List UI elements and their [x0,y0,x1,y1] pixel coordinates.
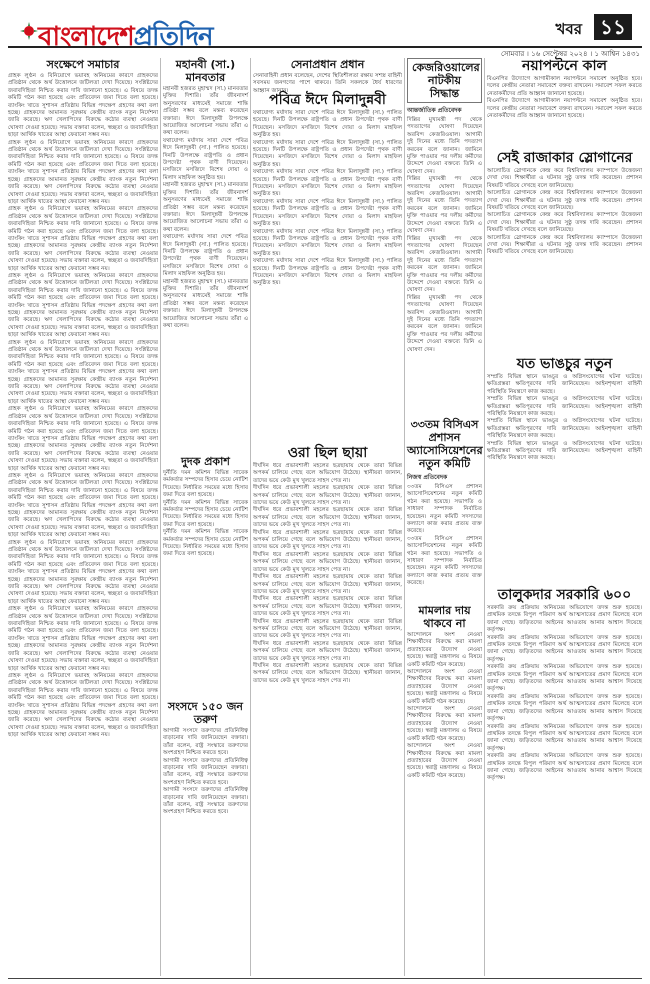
story-title: ৩৩তম বিসিএস প্রশাসন অ্যাসোসিয়েশনের নতুন কমিটি [407,418,483,470]
story-body: আন্দোলনে অংশ নেওয়া শিক্ষার্থীদের বিরুদ্ধে করা মামলা প্রত্যাহারের উদ্যোগ নেওয়া হয়েছে। স্বরাষ্ট্র মন্ত্রণালয় এ বিষয়ে একটি কমিটি গঠন করেছে। [407,743,482,779]
story-body: গ্রাহক লুণ্ঠন ও বিনিয়োগে ভয়াবহ অনিয়মের কারণে গ্রাহকদের প্রতিষ্ঠান থেকে অর্থ উত্তোলনে জটিলতা দেখা দিয়েছে। সংশ্লিষ্টদের জবাবদিহিতা নিশ্চিত করার দাবি জানানো হয়েছে। এ বিষয়ে তদন্ত কমিটি গঠন করা হয়েছে এবং প্রতিবেদন জমা দিতে বলা হয়েছে। ব্যাংকিং খাতে সুশাসন প্রতিষ্ঠায় বিভিন্ন পদক্ষেপ গ্রহণের কথা বলা হচ্ছে। গ্রাহকদের আমানত সুরক্ষায় কেন্দ্রীয় ব্যাংক নতুন নির্দেশনা জারি করেছে। ঋণ খেলাপিদের বিরুদ্ধে কঠোর ব্যবস্থা নেওয়ার ঘোষণা দেওয়া হয়েছে। সভায় বক্তারা বলেন, স্বচ্ছতা ও জবাবদিহিতা ছাড়া আর্থিক খাতের আস্থা ফেরানো সম্ভব নয়। [8,206,158,272]
story-body: আন্দোলনে অংশ নেওয়া শিক্ষার্থীদের বিরুদ্ধে করা মামলা প্রত্যাহারের উদ্যোগ নেওয়া হয়েছে। স্বরাষ্ট্র মন্ত্রণালয় এ বিষয়ে একটি কমিটি গঠন করেছে। [407,669,482,705]
story-rajakar[interactable] [487,150,642,350]
story-body: গ্রাহক লুণ্ঠন ও বিনিয়োগে ভয়াবহ অনিয়মের কারণে গ্রাহকদের প্রতিষ্ঠান থেকে অর্থ উত্তোলনে জটিলতা দেখা দিয়েছে। সংশ্লিষ্টদের জবাবদিহিতা নিশ্চিত করার দাবি জানানো হয়েছে। এ বিষয়ে তদন্ত কমিটি গঠন করা হয়েছে এবং প্রতিবেদন জমা দিতে বলা হয়েছে। ব্যাংকিং খাতে সুশাসন প্রতিষ্ঠায় বিভিন্ন পদক্ষেপ গ্রহণের কথা বলা হচ্ছে। গ্রাহকদের আমানত সুরক্ষায় কেন্দ্রীয় ব্যাংক নতুন নির্দেশনা জারি করেছে। ঋণ খেলাপিদের বিরুদ্ধে কঠোর ব্যবস্থা নেওয়ার ঘোষণা দেওয়া হয়েছে। সভায় বক্তারা বলেন, স্বচ্ছতা ও জবাবদিহিতা ছাড়া আর্থিক খাতের আস্থা ফেরানো সম্ভব নয়। [8,672,158,739]
column-divider [404,58,405,976]
story-body: ৩৩তম বিসিএস প্রশাসন অ্যাসোসিয়েশনের নতুন কমিটি গঠন করা হয়েছে। সভাপতি ও সাধারণ সম্পাদক নির্বাচিত হয়েছেন। নতুন কমিটি সদস্যদের কল্যাণে কাজ করার প্রত্যয় ব্যক্ত করেছে। [407,484,482,535]
story-body: আগামী সংসদে তরুণদের প্রতিনিধিত্ব বাড়ানোর দাবি জানিয়েছেন বক্তারা। তাঁরা বলেন, রাষ্ট্র সংস্কারে তরুণদের অংশগ্রহণ নিশ্চিত করতে হবে। [163,728,248,757]
story-title: নয়াপল্টনে কাল [522,58,607,74]
story-body: ৩৩তম বিসিএস প্রশাসন অ্যাসোসিয়েশনের নতুন কমিটি গঠন করা হয়েছে। সভাপতি ও সাধারণ সম্পাদক নির্বাচিত হয়েছেন। নতুন কমিটি সদস্যদের কল্যাণে কাজ করার প্রত্যয় ব্যক্ত করেছে। [407,535,482,587]
story-body: যথাযোগ্য মর্যাদায় সারা দেশে পবিত্র ঈদে মিলাদুন্নবী (সা.) পালিত হয়েছে। দিনটি উপলক্ষে রাষ্ট্রপতি ও প্রধান উপদেষ্টা পৃথক বাণী দিয়েছেন। মসজিদে মসজিদে বিশেষ দোয়া ও মিলাদ মাহফিল অনুষ্ঠিত হয়। [253,110,402,139]
story-body: দুর্নীতি দমন কমিশন বিভিন্ন সাবেক কর্মকর্তার সম্পদের হিসাব চেয়ে নোটিশ দিয়েছে। নির্ধারিত সময়ের মধ্যে হিসাব জমা দিতে বলা হয়েছে। [163,529,248,558]
story-title: সংসদে ১৫০ জন তরুণ [168,700,243,726]
story-body: আলোচিত স্লোগানকে কেন্দ্র করে বিশ্ববিদ্যালয় ক্যাম্পাসে উত্তেজনা দেখা দেয়। শিক্ষার্থীরা এ ঘটনার সুষ্ঠু তদন্ত দাবি করেছেন। প্রশাসন বিষয়টি খতিয়ে দেখছে বলে জানিয়েছে। [487,212,642,234]
story-body: সরকারি ক্রয় প্রক্রিয়ায় অনিয়মের অভিযোগে তদন্ত শুরু হয়েছে। প্রাথমিক তদন্তে বিপুল পরিমাণ অর্থ আত্মসাতের প্রমাণ মিলেছে বলে জানা গেছে। জড়িতদের আইনের আওতায় আনার আশ্বাস দিয়েছে কর্তৃপক্ষ। [487,723,642,752]
story-body: যথাযোগ্য মর্যাদায় সারা দেশে পবিত্র ঈদে মিলাদুন্নবী (সা.) পালিত হয়েছে। দিনটি উপলক্ষে রাষ্ট্রপতি ও প্রধান উপদেষ্টা পৃথক বাণী দিয়েছেন। মসজিদে মসজিদে বিশেষ দোয়া ও মিলাদ মাহফিল অনুষ্ঠিত হয়। [253,198,402,228]
story-body: সম্প্রতি বিভিন্ন স্থানে ভাঙচুর ও অগ্নিসংযোগের ঘটনা ঘটেছে। ক্ষতিগ্রস্তরা ক্ষতিপূরণের দাবি জানিয়েছেন। আইনশৃঙ্খলা বাহিনী পরিস্থিতি নিয়ন্ত্রণে কাজ করছে। [487,396,642,418]
story-body: দুর্নীতি দমন কমিশন বিভিন্ন সাবেক কর্মকর্তার সম্পদের হিসাব চেয়ে নোটিশ দিয়েছে। নির্ধারিত সময়ের মধ্যে হিসাব জমা দিতে বলা হয়েছে। [163,470,248,499]
story-body: আলোচিত স্লোগানকে কেন্দ্র করে বিশ্ববিদ্যালয় ক্যাম্পাসে উত্তেজনা দেখা দেয়। শিক্ষার্থীরা এ ঘটনার সুষ্ঠু তদন্ত দাবি করেছেন। প্রশাসন বিষয়টি খতিয়ে দেখছে বলে জানিয়েছে। [487,234,642,256]
column-divider [250,58,251,976]
story-vouj[interactable] [487,356,642,581]
story-body: যথাযোগ্য মর্যাদায় সারা দেশে পবিত্র ঈদে মিলাদুন্নবী (সা.) পালিত হয়েছে। দিনটি উপলক্ষে রাষ্ট্রপতি ও প্রধান উপদেষ্টা পৃথক বাণী দিয়েছেন। মসজিদে মসজিদে বিশেষ দোয়া ও মিলাদ মাহফিল অনুষ্ঠিত হয়। [163,234,248,278]
column-divider [484,58,485,976]
story-title: তালুকদার সরকারি ৬০০ [497,587,632,603]
story-body: যথাযোগ্য মর্যাদায় সারা দেশে পবিত্র ঈদে মিলাদুন্নবী (সা.) পালিত হয়েছে। দিনটি উপলক্ষে রাষ্ট্রপতি ও প্রধান উপদেষ্টা পৃথক বাণী দিয়েছেন। মসজিদে মসজিদে বিশেষ দোয়া ও মিলাদ মাহফিল অনুষ্ঠিত হয়। [253,139,402,168]
logo-accent: প্রতিদিন [133,22,213,52]
story-body: দুর্নীতি দমন কমিশন বিভিন্ন সাবেক কর্মকর্তার সম্পদের হিসাব চেয়ে নোটিশ দিয়েছে। নির্ধারিত সময়ের মধ্যে হিসাব জমা দিতে বলা হয়েছে। [163,499,248,528]
story-body: আলোচিত স্লোগানকে কেন্দ্র করে বিশ্ববিদ্যালয় ক্যাম্পাসে উত্তেজনা দেখা দেয়। শিক্ষার্থীরা এ ঘটনার সুষ্ঠু তদন্ত দাবি করেছেন। প্রশাসন বিষয়টি খতিয়ে দেখছে বলে জানিয়েছে। [487,190,642,212]
footer-rule [8,978,642,979]
story-body: সম্প্রতি বিভিন্ন স্থানে ভাঙচুর ও অগ্নিসংযোগের ঘটনা ঘটেছে। ক্ষতিগ্রস্তরা ক্ষতিপূরণের দাবি জানিয়েছেন। আইনশৃঙ্খলা বাহিনী পরিস্থিতি নিয়ন্ত্রণে কাজ করছে। [487,374,642,395]
story-nayapaltan[interactable] [487,58,642,144]
story-body: দীর্ঘদিন ধরে প্রভাবশালী মহলের ছত্রছায়ায় থেকে তারা বিভিন্ন অপকর্ম চালিয়ে গেছে বলে অভিযোগ উঠেছে। স্থানীয়রা জানান, তাদের ভয়ে কেউ মুখ খুলতে সাহস পেত না। [253,485,402,507]
story-sangkhepe[interactable] [8,58,158,976]
story-mahanabi[interactable] [163,58,248,450]
story-body: দীর্ঘদিন ধরে প্রভাবশালী মহলের ছত্রছায়ায় থেকে তারা বিভিন্ন অপকর্ম চালিয়ে গেছে বলে অভিযোগ উঠেছে। স্থানীয়রা জানান, তাদের ভয়ে কেউ মুখ খুলতে সাহস পেত না। [253,529,402,551]
story-body: সরকারি ক্রয় প্রক্রিয়ায় অনিয়মের অভিযোগে তদন্ত শুরু হয়েছে। প্রাথমিক তদন্তে বিপুল পরিমাণ অর্থ আত্মসাতের প্রমাণ মিলেছে বলে জানা গেছে। জড়িতদের আইনের আওতায় আনার আশ্বাস দিয়েছে কর্তৃপক্ষ। [487,693,642,723]
story-title: সংক্ষেপে সমাচার [46,58,120,71]
story-byline: আন্তর্জাতিক প্রতিবেদক [407,107,462,114]
story-dudok[interactable] [163,455,248,695]
story-body: গ্রাহক লুণ্ঠন ও বিনিয়োগে ভয়াবহ অনিয়মের কারণে গ্রাহকদের প্রতিষ্ঠান থেকে অর্থ উত্তোলনে জটিলতা দেখা দিয়েছে। সংশ্লিষ্টদের জবাবদিহিতা নিশ্চিত করার দাবি জানানো হয়েছে। এ বিষয়ে তদন্ত কমিটি গঠন করা হয়েছে এবং প্রতিবেদন জমা দিতে বলা হয়েছে। ব্যাংকিং খাতে সুশাসন প্রতিষ্ঠায় বিভিন্ন পদক্ষেপ গ্রহণের কথা বলা হচ্ছে। গ্রাহকদের আমানত সুরক্ষায় কেন্দ্রীয় ব্যাংক নতুন নির্দেশনা জারি করেছে। ঋণ খেলাপিদের বিরুদ্ধে কঠোর ব্যবস্থা নেওয়ার ঘোষণা দেওয়া হয়েছে। সভায় বক্তারা বলেন, স্বচ্ছতা ও জবাবদিহিতা ছাড়া আর্থিক খাতের আস্থা ফেরানো সম্ভব নয়। [8,272,158,339]
story-sansade[interactable] [163,700,248,976]
story-title: মামলার দায় থাকবে না [418,604,471,630]
story-collegiate[interactable] [407,418,482,598]
story-body: দীর্ঘদিন ধরে প্রভাবশালী মহলের ছত্রছায়ায় থেকে তারা বিভিন্ন অপকর্ম চালিয়ে গেছে বলে অভিযোগ উঠেছে। স্থানীয়রা জানান, তাদের ভয়ে কেউ মুখ খুলতে সাহস পেত না। [253,574,402,595]
story-ovhijog[interactable] [253,445,402,976]
story-body: যথাযোগ্য মর্যাদায় সারা দেশে পবিত্র ঈদে মিলাদুন্নবী (সা.) পালিত হয়েছে। দিনটি উপলক্ষে রাষ্ট্রপতি ও প্রধান উপদেষ্টা পৃথক বাণী দিয়েছেন। মসজিদে মসজিদে বিশেষ দোয়া ও মিলাদ মাহফিল অনুষ্ঠিত হয়। [253,169,402,198]
story-mamla[interactable] [407,604,482,976]
story-body: সরকারি ক্রয় প্রক্রিয়ায় অনিয়মের অভিযোগে তদন্ত শুরু হয়েছে। প্রাথমিক তদন্তে বিপুল পরিমাণ অর্থ আত্মসাতের প্রমাণ মিলেছে বলে জানা গেছে। জড়িতদের আইনের আওতায় আনার আশ্বাস দিয়েছে কর্তৃপক্ষ। [487,664,642,693]
story-body: দিল্লির মুখ্যমন্ত্রী পদ থেকে পদত্যাগের ঘোষণা দিয়েছেন অরবিন্দ কেজরিওয়াল। আগামী দুই দিনের মধ্যে তিনি পদত্যাগ করবেন বলে জানান। জামিনে মুক্তি পাওয়ার পর দলীয় কর্মীদের উদ্দেশে দেওয়া বক্তব্যে তিনি এ ঘোষণা দেন। [407,117,482,175]
story-body: সরকারি ক্রয় প্রক্রিয়ায় অনিয়মের অভিযোগে তদন্ত শুরু হয়েছে। প্রাথমিক তদন্তে বিপুল পরিমাণ অর্থ আত্মসাতের প্রমাণ মিলেছে বলে জানা গেছে। জড়িতদের আইনের আওতায় আনার আশ্বাস দিয়েছে কর্তৃপক্ষ। [487,605,642,634]
story-body: যথাযোগ্য মর্যাদায় সারা দেশে পবিত্র ঈদে মিলাদুন্নবী (সা.) পালিত হয়েছে। দিনটি উপলক্ষে রাষ্ট্রপতি ও প্রধান উপদেষ্টা পৃথক বাণী দিয়েছেন। মসজিদে মসজিদে বিশেষ দোয়া ও মিলাদ মাহফিল অনুষ্ঠিত হয়। [253,258,402,287]
story-body: দিল্লির মুখ্যমন্ত্রী পদ থেকে পদত্যাগের ঘোষণা দিয়েছেন অরবিন্দ কেজরিওয়াল। আগামী দুই দিনের মধ্যে তিনি পদত্যাগ করবেন বলে জানান। জামিনে মুক্তি পাওয়ার পর দলীয় কর্মীদের উদ্দেশে দেওয়া বক্তব্যে তিনি এ ঘোষণা দেন। [407,294,482,353]
story-title: সেনাপ্রধান প্রধান [290,58,365,71]
story-body: গ্রাহক লুণ্ঠন ও বিনিয়োগে ভয়াবহ অনিয়মের কারণে গ্রাহকদের প্রতিষ্ঠান থেকে অর্থ উত্তোলনে জটিলতা দেখা দিয়েছে। সংশ্লিষ্টদের জবাবদিহিতা নিশ্চিত করার দাবি জানানো হয়েছে। এ বিষয়ে তদন্ত কমিটি গঠন করা হয়েছে এবং প্রতিবেদন জমা দিতে বলা হয়েছে। ব্যাংকিং খাতে সুশাসন প্রতিষ্ঠায় বিভিন্ন পদক্ষেপ গ্রহণের কথা বলা হচ্ছে। গ্রাহকদের আমানত সুরক্ষায় কেন্দ্রীয় ব্যাংক নতুন নির্দেশনা জারি করেছে। ঋণ খেলাপিদের বিরুদ্ধে কঠোর ব্যবস্থা নেওয়ার ঘোষণা দেওয়া হয়েছে। সভায় বক্তারা বলেন, স্বচ্ছতা ও জবাবদিহিতা ছাড়া আর্থিক খাতের আস্থা ফেরানো সম্ভব নয়। [8,606,158,672]
section-name: খবর [555,20,582,38]
story-body: আগামী সংসদে তরুণদের প্রতিনিধিত্ব বাড়ানোর দাবি জানিয়েছেন বক্তারা। তাঁরা বলেন, রাষ্ট্র সংস্কারে তরুণদের অংশগ্রহণ নিশ্চিত করতে হবে। [163,757,248,786]
story-kejriwal[interactable] [407,58,482,413]
story-body: মহানবী হজরত মুহাম্মদ (সা.) মানবতার মুক্তির দিশারি। তাঁর জীবনাদর্শ অনুসরণের মাধ্যমেই সমাজে শান্তি প্রতিষ্ঠা সম্ভব বলে মন্তব্য করেছেন বক্তারা। ঈদে মিলাদুন্নবী উপলক্ষে আয়োজিত আলোচনা সভায় তাঁরা এ কথা বলেন। [163,182,248,233]
logo-main: বাংলাদেশ [38,22,134,52]
story-body: গ্রাহক লুণ্ঠন ও বিনিয়োগে ভয়াবহ অনিয়মের কারণে গ্রাহকদের প্রতিষ্ঠান থেকে অর্থ উত্তোলনে জটিলতা দেখা দিয়েছে। সংশ্লিষ্টদের জবাবদিহিতা নিশ্চিত করার দাবি জানানো হয়েছে। এ বিষয়ে তদন্ত কমিটি গঠন করা হয়েছে এবং প্রতিবেদন জমা দিতে বলা হয়েছে। ব্যাংকিং খাতে সুশাসন প্রতিষ্ঠায় বিভিন্ন পদক্ষেপ গ্রহণের কথা বলা হচ্ছে। গ্রাহকদের আমানত সুরক্ষায় কেন্দ্রীয় ব্যাংক নতুন নির্দেশনা জারি করেছে। ঋণ খেলাপিদের বিরুদ্ধে কঠোর ব্যবস্থা নেওয়ার ঘোষণা দেওয়া হয়েছে। সভায় বক্তারা বলেন, স্বচ্ছতা ও জবাবদিহিতা ছাড়া আর্থিক খাতের আস্থা ফেরানো সম্ভব নয়। [8,73,158,139]
story-body: যথাযোগ্য মর্যাদায় সারা দেশে পবিত্র ঈদে মিলাদুন্নবী (সা.) পালিত হয়েছে। দিনটি উপলক্ষে রাষ্ট্রপতি ও প্রধান উপদেষ্টা পৃথক বাণী দিয়েছেন। মসজিদে মসজিদে বিশেষ দোয়া ও মিলাদ মাহফিল অনুষ্ঠিত হয়। [253,228,402,257]
story-body: দীর্ঘদিন ধরে প্রভাবশালী মহলের ছত্রছায়ায় থেকে তারা বিভিন্ন অপকর্ম চালিয়ে গেছে বলে অভিযোগ উঠেছে। স্থানীয়রা জানান, তাদের ভয়ে কেউ মুখ খুলতে সাহস পেত না। [253,618,402,640]
story-byline: নিজস্ব প্রতিবেদক [407,474,448,481]
story-body: মহানবী হজরত মুহাম্মদ (সা.) মানবতার মুক্তির দিশারি। তাঁর জীবনাদর্শ অনুসরণের মাধ্যমেই সমাজে শান্তি প্রতিষ্ঠা সম্ভব বলে মন্তব্য করেছেন বক্তারা। ঈদে মিলাদুন্নবী উপলক্ষে আয়োজিত আলোচনা সভায় তাঁরা এ কথা বলেন। [163,86,248,137]
story-body: বিএনপির উদ্যোগে আগামীকাল নয়াপল্টনে সমাবেশ অনুষ্ঠিত হবে। দলের কেন্দ্রীয় নেতারা সমাবেশে বক্তব্য রাখবেন। সমাবেশ সফল করতে নেতাকর্মীদের প্রতি আহ্বান জানানো হয়েছে। [487,98,642,120]
story-title: পবিত্র ঈদে মিলাদুন্নবী [269,92,386,108]
story-body: সেনাবাহিনী প্রধান বলেছেন, দেশের স্থিতিশীলতা রক্ষায় সশস্ত্র বাহিনী সবসময় জনগণের পাশে থাকবে। তিনি সকলকে ধৈর্য ধারণের আহ্বান জানান। [253,73,402,94]
story-body: সম্প্রতি বিভিন্ন স্থানে ভাঙচুর ও অগ্নিসংযোগের ঘটনা ঘটেছে। ক্ষতিগ্রস্তরা ক্ষতিপূরণের দাবি জানিয়েছেন। আইনশৃঙ্খলা বাহিনী পরিস্থিতি নিয়ন্ত্রণে কাজ করছে। [487,440,642,462]
column-divider [160,58,161,976]
story-body: দীর্ঘদিন ধরে প্রভাবশালী মহলের ছত্রছায়ায় থেকে তারা বিভিন্ন অপকর্ম চালিয়ে গেছে বলে অভিযোগ উঠেছে। স্থানীয়রা জানান, তাদের ভয়ে কেউ মুখ খুলতে সাহস পেত না। [253,640,402,662]
story-body: আগামী সংসদে তরুণদের প্রতিনিধিত্ব বাড়ানোর দাবি জানিয়েছেন বক্তারা। তাঁরা বলেন, রাষ্ট্র সংস্কারে তরুণদের অংশগ্রহণ নিশ্চিত করতে হবে। [163,787,248,816]
story-title: কেজরিওয়ালের নাটকীয় সিদ্ধান্ত [407,58,482,103]
story-body: আলোচিত স্লোগানকে কেন্দ্র করে বিশ্ববিদ্যালয় ক্যাম্পাসে উত্তেজনা দেখা দেয়। শিক্ষার্থীরা এ ঘটনার সুষ্ঠু তদন্ত দাবি করেছেন। প্রশাসন বিষয়টি খতিয়ে দেখছে বলে জানিয়েছে। [487,168,642,189]
logo-sun-icon [20,22,38,40]
story-body: সম্প্রতি বিভিন্ন স্থানে ভাঙচুর ও অগ্নিসংযোগের ঘটনা ঘটেছে। ক্ষতিগ্রস্তরা ক্ষতিপূরণের দাবি জানিয়েছেন। আইনশৃঙ্খলা বাহিনী পরিস্থিতি নিয়ন্ত্রণে কাজ করছে। [487,418,642,440]
story-body: দিল্লির মুখ্যমন্ত্রী পদ থেকে পদত্যাগের ঘোষণা দিয়েছেন অরবিন্দ কেজরিওয়াল। আগামী দুই দিনের মধ্যে তিনি পদত্যাগ করবেন বলে জানান। জামিনে মুক্তি পাওয়ার পর দলীয় কর্মীদের উদ্দেশে দেওয়া বক্তব্যে তিনি এ ঘোষণা দেন। [407,176,482,235]
story-title: ওরা ছিল ছায়া [287,445,368,461]
story-title: যত ভাঙচুর নতুন [516,356,613,372]
story-body: দীর্ঘদিন ধরে প্রভাবশালী মহলের ছত্রছায়ায় থেকে তারা বিভিন্ন অপকর্ম চালিয়ে গেছে বলে অভিযোগ উঠেছে। স্থানীয়রা জানান, তাদের ভয়ে কেউ মুখ খুলতে সাহস পেত না। [253,662,402,684]
story-body: দীর্ঘদিন ধরে প্রভাবশালী মহলের ছত্রছায়ায় থেকে তারা বিভিন্ন অপকর্ম চালিয়ে গেছে বলে অভিযোগ উঠেছে। স্থানীয়রা জানান, তাদের ভয়ে কেউ মুখ খুলতে সাহস পেত না। [253,551,402,573]
story-body: বিএনপির উদ্যোগে আগামীকাল নয়াপল্টনে সমাবেশ অনুষ্ঠিত হবে। দলের কেন্দ্রীয় নেতারা সমাবেশে বক্তব্য রাখবেন। সমাবেশ সফল করতে নেতাকর্মীদের প্রতি আহ্বান জানানো হয়েছে। [487,76,642,97]
story-senapradhan[interactable] [253,58,402,94]
story-body: দীর্ঘদিন ধরে প্রভাবশালী মহলের ছত্রছায়ায় থেকে তারা বিভিন্ন অপকর্ম চালিয়ে গেছে বলে অভিযোগ উঠেছে। স্থানীয়রা জানান, তাদের ভয়ে কেউ মুখ খুলতে সাহস পেত না। [253,596,402,618]
story-body: আন্দোলনে অংশ নেওয়া শিক্ষার্থীদের বিরুদ্ধে করা মামলা প্রত্যাহারের উদ্যোগ নেওয়া হয়েছে। স্বরাষ্ট্র মন্ত্রণালয় এ বিষয়ে একটি কমিটি গঠন করেছে। [407,706,482,742]
story-talukdar[interactable] [487,587,642,976]
story-body: মহানবী হজরত মুহাম্মদ (সা.) মানবতার মুক্তির দিশারি। তাঁর জীবনাদর্শ অনুসরণের মাধ্যমেই সমাজে শান্তি প্রতিষ্ঠা সম্ভব বলে মন্তব্য করেছেন বক্তারা। ঈদে মিলাদুন্নবী উপলক্ষে আয়োজিত আলোচনা সভায় তাঁরা এ কথা বলেন। [163,278,248,329]
masthead-logo[interactable] [38,16,213,60]
story-body: গ্রাহক লুণ্ঠন ও বিনিয়োগে ভয়াবহ অনিয়মের কারণে গ্রাহকদের প্রতিষ্ঠান থেকে অর্থ উত্তোলনে জটিলতা দেখা দিয়েছে। সংশ্লিষ্টদের জবাবদিহিতা নিশ্চিত করার দাবি জানানো হয়েছে। এ বিষয়ে তদন্ত কমিটি গঠন করা হয়েছে এবং প্রতিবেদন জমা দিতে বলা হয়েছে। ব্যাংকিং খাতে সুশাসন প্রতিষ্ঠায় বিভিন্ন পদক্ষেপ গ্রহণের কথা বলা হচ্ছে। গ্রাহকদের আমানত সুরক্ষায় কেন্দ্রীয় ব্যাংক নতুন নির্দেশনা জারি করেছে। ঋণ খেলাপিদের বিরুদ্ধে কঠোর ব্যবস্থা নেওয়ার ঘোষণা দেওয়া হয়েছে। সভায় বক্তারা বলেন, স্বচ্ছতা ও জবাবদিহিতা ছাড়া আর্থিক খাতের আস্থা ফেরানো সম্ভব নয়। [8,539,158,605]
dateline: সোমবার । ১৬ সেপ্টেম্বর ২০২৪ । ১ আশ্বিন ১৪৩১ [501,50,640,58]
story-title: সেই রাজাকার স্লোগানের [496,150,633,166]
story-body: আন্দোলনে অংশ নেওয়া শিক্ষার্থীদের বিরুদ্ধে করা মামলা প্রত্যাহারের উদ্যোগ নেওয়া হয়েছে। স্বরাষ্ট্র মন্ত্রণালয় এ বিষয়ে একটি কমিটি গঠন করেছে। [407,632,482,668]
story-body: সরকারি ক্রয় প্রক্রিয়ায় অনিয়মের অভিযোগে তদন্ত শুরু হয়েছে। প্রাথমিক তদন্তে বিপুল পরিমাণ অর্থ আত্মসাতের প্রমাণ মিলেছে বলে জানা গেছে। জড়িতদের আইনের আওতায় আনার আশ্বাস দিয়েছে কর্তৃপক্ষ। [487,634,642,663]
page-number: ১১ [594,14,632,40]
story-body: দীর্ঘদিন ধরে প্রভাবশালী মহলের ছত্রছায়ায় থেকে তারা বিভিন্ন অপকর্ম চালিয়ে গেছে বলে অভিযোগ উঠেছে। স্থানীয়রা জানান, তাদের ভয়ে কেউ মুখ খুলতে সাহস পেত না। [253,463,402,484]
story-body: গ্রাহক লুণ্ঠন ও বিনিয়োগে ভয়াবহ অনিয়মের কারণে গ্রাহকদের প্রতিষ্ঠান থেকে অর্থ উত্তোলনে জটিলতা দেখা দিয়েছে। সংশ্লিষ্টদের জবাবদিহিতা নিশ্চিত করার দাবি জানানো হয়েছে। এ বিষয়ে তদন্ত কমিটি গঠন করা হয়েছে এবং প্রতিবেদন জমা দিতে বলা হয়েছে। ব্যাংকিং খাতে সুশাসন প্রতিষ্ঠায় বিভিন্ন পদক্ষেপ গ্রহণের কথা বলা হচ্ছে। গ্রাহকদের আমানত সুরক্ষায় কেন্দ্রীয় ব্যাংক নতুন নির্দেশনা জারি করেছে। ঋণ খেলাপিদের বিরুদ্ধে কঠোর ব্যবস্থা নেওয়ার ঘোষণা দেওয়া হয়েছে। সভায় বক্তারা বলেন, স্বচ্ছতা ও জবাবদিহিতা ছাড়া আর্থিক খাতের আস্থা ফেরানো সম্ভব নয়। [8,339,158,405]
story-body: দিল্লির মুখ্যমন্ত্রী পদ থেকে পদত্যাগের ঘোষণা দিয়েছেন অরবিন্দ কেজরিওয়াল। আগামী দুই দিনের মধ্যে তিনি পদত্যাগ করবেন বলে জানান। জামিনে মুক্তি পাওয়ার পর দলীয় কর্মীদের উদ্দেশে দেওয়া বক্তব্যে তিনি এ ঘোষণা দেন। [407,235,482,294]
story-body: দীর্ঘদিন ধরে প্রভাবশালী মহলের ছত্রছায়ায় থেকে তারা বিভিন্ন অপকর্ম চালিয়ে গেছে বলে অভিযোগ উঠেছে। স্থানীয়রা জানান, তাদের ভয়ে কেউ মুখ খুলতে সাহস পেত না। [253,507,402,529]
masthead [8,8,642,52]
story-milad[interactable] [253,92,402,438]
story-body: গ্রাহক লুণ্ঠন ও বিনিয়োগে ভয়াবহ অনিয়মের কারণে গ্রাহকদের প্রতিষ্ঠান থেকে অর্থ উত্তোলনে জটিলতা দেখা দিয়েছে। সংশ্লিষ্টদের জবাবদিহিতা নিশ্চিত করার দাবি জানানো হয়েছে। এ বিষয়ে তদন্ত কমিটি গঠন করা হয়েছে এবং প্রতিবেদন জমা দিতে বলা হয়েছে। ব্যাংকিং খাতে সুশাসন প্রতিষ্ঠায় বিভিন্ন পদক্ষেপ গ্রহণের কথা বলা হচ্ছে। গ্রাহকদের আমানত সুরক্ষায় কেন্দ্রীয় ব্যাংক নতুন নির্দেশনা জারি করেছে। ঋণ খেলাপিদের বিরুদ্ধে কঠোর ব্যবস্থা নেওয়ার ঘোষণা দেওয়া হয়েছে। সভায় বক্তারা বলেন, স্বচ্ছতা ও জবাবদিহিতা ছাড়া আর্থিক খাতের আস্থা ফেরানো সম্ভব নয়। [8,139,158,205]
story-body: গ্রাহক লুণ্ঠন ও বিনিয়োগে ভয়াবহ অনিয়মের কারণে গ্রাহকদের প্রতিষ্ঠান থেকে অর্থ উত্তোলনে জটিলতা দেখা দিয়েছে। সংশ্লিষ্টদের জবাবদিহিতা নিশ্চিত করার দাবি জানানো হয়েছে। এ বিষয়ে তদন্ত কমিটি গঠন করা হয়েছে এবং প্রতিবেদন জমা দিতে বলা হয়েছে। ব্যাংকিং খাতে সুশাসন প্রতিষ্ঠায় বিভিন্ন পদক্ষেপ গ্রহণের কথা বলা হচ্ছে। গ্রাহকদের আমানত সুরক্ষায় কেন্দ্রীয় ব্যাংক নতুন নির্দেশনা জারি করেছে। ঋণ খেলাপিদের বিরুদ্ধে কঠোর ব্যবস্থা নেওয়ার ঘোষণা দেওয়া হয়েছে। সভায় বক্তারা বলেন, স্বচ্ছতা ও জবাবদিহিতা ছাড়া আর্থিক খাতের আস্থা ফেরানো সম্ভব নয়। [8,472,158,539]
story-title: দুদক প্রকাশ [181,455,230,468]
story-body: সরকারি ক্রয় প্রক্রিয়ায় অনিয়মের অভিযোগে তদন্ত শুরু হয়েছে। প্রাথমিক তদন্তে বিপুল পরিমাণ অর্থ আত্মসাতের প্রমাণ মিলেছে বলে জানা গেছে। জড়িতদের আইনের আওতায় আনার আশ্বাস দিয়েছে কর্তৃপক্ষ। [487,753,642,782]
story-body: গ্রাহক লুণ্ঠন ও বিনিয়োগে ভয়াবহ অনিয়মের কারণে গ্রাহকদের প্রতিষ্ঠান থেকে অর্থ উত্তোলনে জটিলতা দেখা দিয়েছে। সংশ্লিষ্টদের জবাবদিহিতা নিশ্চিত করার দাবি জানানো হয়েছে। এ বিষয়ে তদন্ত কমিটি গঠন করা হয়েছে এবং প্রতিবেদন জমা দিতে বলা হয়েছে। ব্যাংকিং খাতে সুশাসন প্রতিষ্ঠায় বিভিন্ন পদক্ষেপ গ্রহণের কথা বলা হচ্ছে। গ্রাহকদের আমানত সুরক্ষায় কেন্দ্রীয় ব্যাংক নতুন নির্দেশনা জারি করেছে। ঋণ খেলাপিদের বিরুদ্ধে কঠোর ব্যবস্থা নেওয়ার ঘোষণা দেওয়া হয়েছে। সভায় বক্তারা বলেন, স্বচ্ছতা ও জবাবদিহিতা ছাড়া আর্থিক খাতের আস্থা ফেরানো সম্ভব নয়। [8,406,158,472]
story-body: যথাযোগ্য মর্যাদায় সারা দেশে পবিত্র ঈদে মিলাদুন্নবী (সা.) পালিত হয়েছে। দিনটি উপলক্ষে রাষ্ট্রপতি ও প্রধান উপদেষ্টা পৃথক বাণী দিয়েছেন। মসজিদে মসজিদে বিশেষ দোয়া ও মিলাদ মাহফিল অনুষ্ঠিত হয়। [163,137,248,181]
story-title: মহানবী (সা.) মানবতার [175,58,236,84]
